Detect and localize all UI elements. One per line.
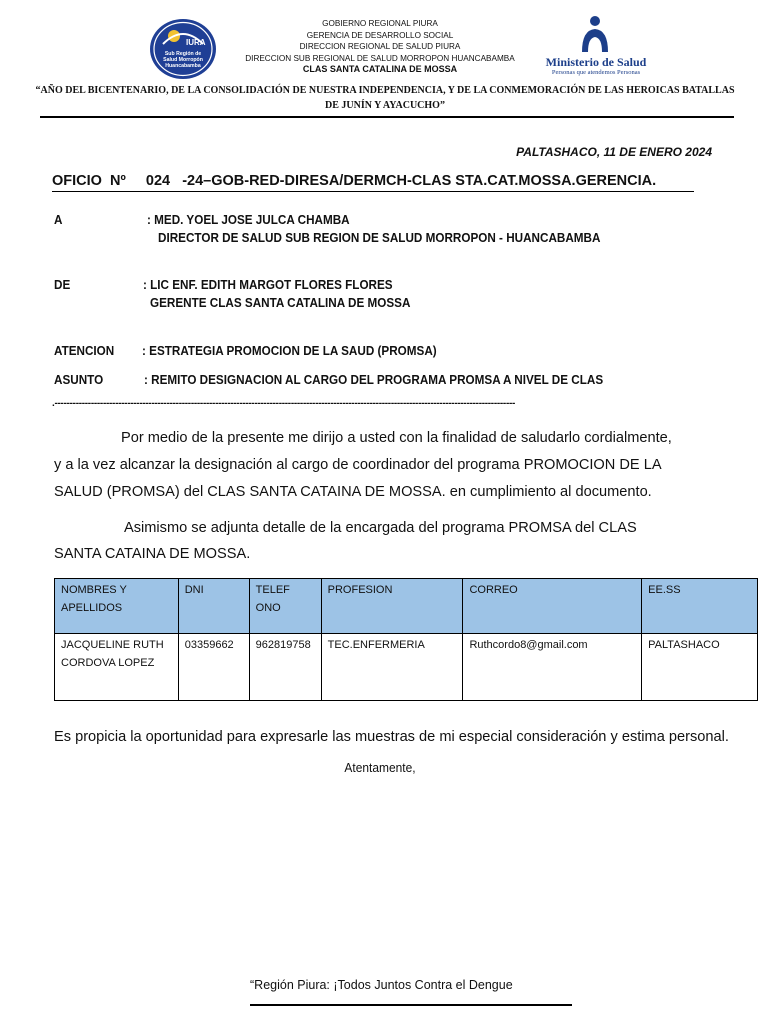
logo-text-line: Sub Región de	[164, 51, 202, 57]
oficio-number	[52, 173, 656, 189]
ministry-figure-icon	[548, 14, 646, 56]
table-cell: 03359662	[178, 634, 249, 701]
table-cell: Ruthcordo8@gmail.com	[463, 634, 642, 701]
body-paragraph-line: Por medio de la presente me dirijo a usted con la finalidad de saludarlo cordialmente,	[121, 430, 672, 446]
year-motto	[30, 83, 740, 113]
document-date: PALTASHACO, 11 DE ENERO 2024	[516, 145, 712, 159]
table-cell: PALTASHACO	[642, 634, 758, 701]
attention-label: ATENCION	[54, 343, 115, 358]
body-paragraph-line: SANTA CATAINA DE MOSSA.	[54, 546, 251, 562]
ministry-name: Ministerio de Salud	[545, 55, 647, 69]
table-row	[55, 634, 758, 701]
letterhead-line: DIRECCION SUB REGIONAL DE SALUD MORROPON HUANCABAMBA	[245, 53, 515, 63]
year-motto-line: “AÑO DEL BICENTENARIO, DE LA CONSOLIDACIÓN DE NUESTRA INDEPENDENCIA, Y DE LA CONMEMORACIÓN DE LAS HEROICAS BATALLAS	[35, 85, 735, 96]
footer-slogan: “Región Piura: ¡Todos Juntos Contra el Dengue	[250, 978, 513, 992]
sub-region-logo	[149, 18, 217, 80]
designation-table	[54, 578, 758, 701]
from-label: DE	[54, 277, 71, 292]
ministry-tagline: Personas que atendemos Personas	[551, 69, 641, 76]
body-paragraph-line: y a la vez alcanzar la designación al cargo de coordinador del programa PROMOCION DE LA	[54, 457, 662, 473]
table-header-cell: NOMBRES Y APELLIDOS	[55, 579, 179, 634]
sign-off: Atentamente,	[344, 760, 416, 775]
oficio-underline	[52, 191, 694, 192]
logo-mark: IURA	[186, 38, 206, 47]
table-cell: JACQUELINE RUTH CORDOVA LOPEZ	[55, 634, 179, 701]
logo-text-line: Huancabamba	[165, 63, 201, 69]
table-header-cell: PROFESION	[321, 579, 463, 634]
table-header-cell: CORREO	[463, 579, 642, 634]
letterhead-line: DIRECCION REGIONAL DE SALUD PIURA	[299, 42, 461, 51]
logo-text-line: Salud Morropón	[163, 57, 203, 63]
separator-line: .--------------------------------------------------------------------------------------------------------------------------------------------------------	[52, 398, 516, 409]
oficio-text: OFICIO Nº 024 -24–GOB-RED-DIRESA/DERMCH-CLAS STA.CAT.MOSSA.GERENCIA.	[52, 173, 657, 189]
letterhead-clas-name: CLAS SANTA CATALINA DE MOSSA	[302, 64, 458, 74]
attention-value: : ESTRATEGIA PROMOCION DE LA SAUD (PROMSA)	[142, 343, 437, 358]
from-position: GERENTE CLAS SANTA CATALINA DE MOSSA	[150, 295, 411, 310]
table-cell: TEC.ENFERMERIA	[321, 634, 463, 701]
from-name: : LIC ENF. EDITH MARGOT FLORES FLORES	[143, 277, 393, 292]
table-header-cell: EE.SS	[642, 579, 758, 634]
letterhead-line: GERENCIA DE DESARROLLO SOCIAL	[306, 30, 454, 40]
header-divider	[40, 116, 734, 118]
subject-label: ASUNTO	[54, 372, 104, 387]
closing-sentence: Es propicia la oportunidad para expresarle las muestras de mi especial consideración y estima personal.	[54, 729, 729, 745]
table-header-cell: TELEF ONO	[249, 579, 321, 634]
footer-rule	[250, 1004, 572, 1006]
table-header-cell: DNI	[178, 579, 249, 634]
to-name: : MED. YOEL JOSE JULCA CHAMBA	[147, 212, 350, 227]
table-header-row	[55, 579, 758, 634]
table-cell: 962819758	[249, 634, 321, 701]
year-motto-line: DE JUNÍN Y AYACUCHO”	[325, 100, 445, 111]
sub-region-logo-icon	[149, 18, 217, 80]
body-paragraph-line: Asimismo se adjunta detalle de la encargada del programa PROMSA del CLAS	[124, 520, 637, 536]
letterhead-line: GOBIERNO REGIONAL PIURA	[322, 19, 438, 28]
subject-value: : REMITO DESIGNACION AL CARGO DEL PROGRAMA PROMSA A NIVEL DE CLAS	[144, 372, 604, 387]
to-label: A	[54, 212, 63, 227]
to-position: DIRECTOR DE SALUD SUB REGION DE SALUD MORROPON - HUANCABAMBA	[158, 230, 601, 245]
body-paragraph-line: SALUD (PROMSA) del CLAS SANTA CATAINA DE MOSSA. en cumplimiento al documento.	[54, 484, 652, 500]
letterhead-lines	[220, 18, 540, 76]
